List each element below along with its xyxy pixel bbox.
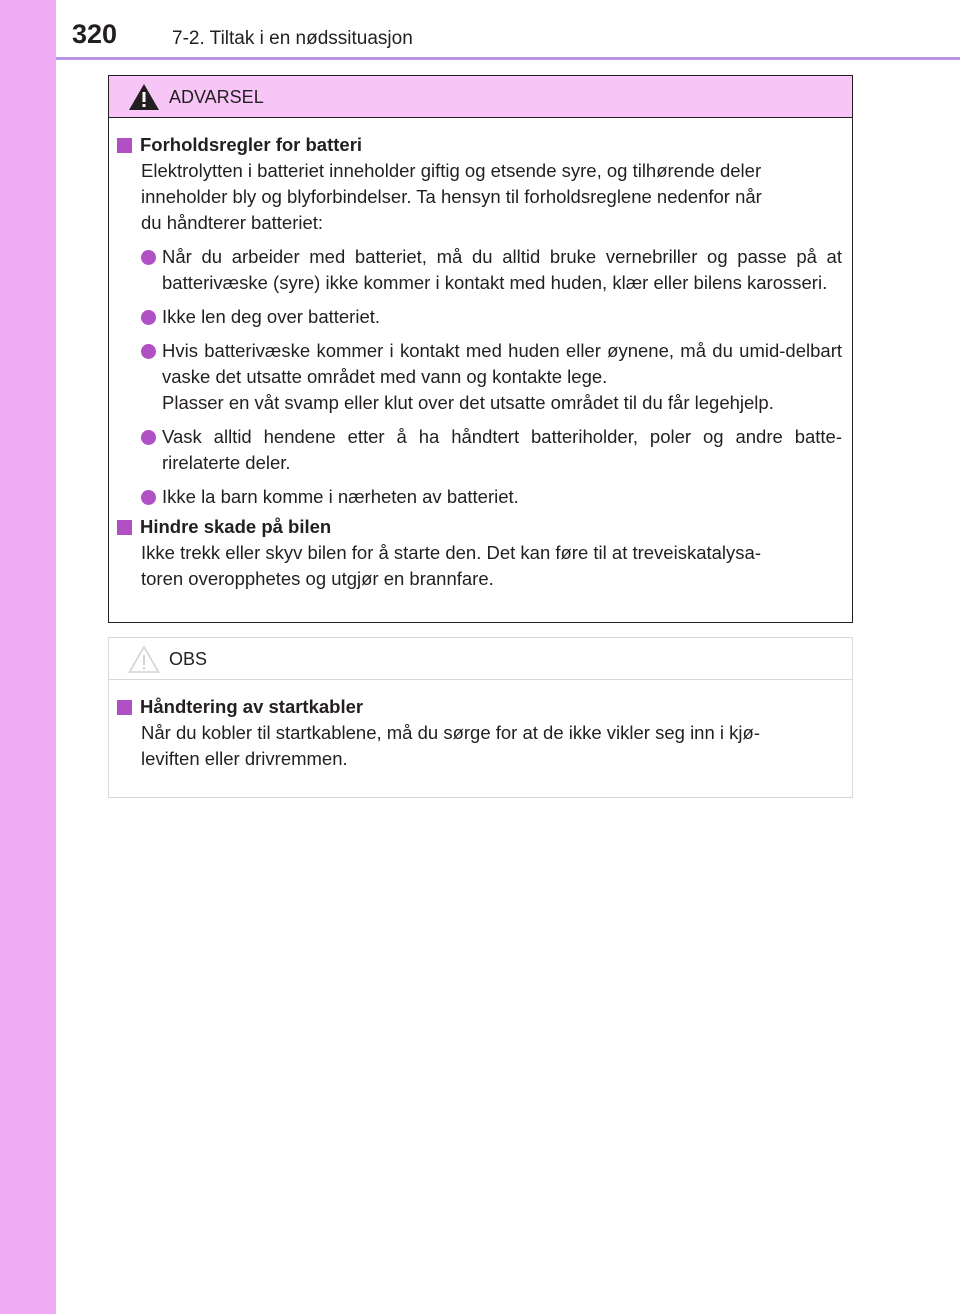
square-bullet-icon [117, 700, 132, 715]
round-bullet-icon [141, 310, 156, 325]
section-heading [117, 694, 842, 720]
section-heading [117, 132, 842, 158]
paragraph [141, 720, 836, 772]
paragraph [141, 158, 836, 236]
header-divider [56, 57, 960, 60]
list-item-text: Vask alltid hendene etter å ha håndtert batteriholder, poler og andre batte-rirelaterte deler. [162, 426, 842, 473]
round-bullet-icon [141, 250, 156, 265]
paragraph-line: Når du kobler til startkablene, må du sørge for at de ikke vikler seg inn i kjø- [141, 722, 760, 743]
list-item-text-part: Plasser en våt svamp eller klut over det utsatte området til du får legehjelp. [162, 392, 774, 413]
paragraph-line: du håndterer batteriet: [141, 212, 324, 233]
warning-box [108, 75, 853, 623]
list-item-text-part: Hvis batterivæske kommer i kontakt med huden eller øynene, må du umid-delbart vaske det utsatte området med vann og kontakte lege. [162, 340, 842, 387]
warning-box-body [109, 118, 852, 592]
notice-box [108, 637, 853, 798]
section-heading [117, 514, 842, 540]
square-bullet-icon [117, 138, 132, 153]
round-bullet-icon [141, 490, 156, 505]
list-item-text: Ikke len deg over batteriet. [162, 306, 381, 327]
page-side-tab [0, 0, 56, 1314]
notice-box-header [109, 638, 852, 680]
paragraph-line: Elektrolytten i batteriet inneholder giftig og etsende syre, og tilhørende deler [141, 160, 762, 181]
notice-box-label: OBS [169, 649, 208, 669]
section-heading-text: Hindre skade på bilen [140, 516, 332, 537]
section-heading-text: Håndtering av startkabler [140, 696, 364, 717]
warning-triangle-filled-icon [127, 82, 161, 112]
paragraph-line: leviften eller drivremmen. [141, 748, 348, 769]
round-bullet-icon [141, 430, 156, 445]
section-heading-text: Forholdsregler for batteri [140, 134, 363, 155]
paragraph [141, 540, 836, 592]
list-item-text: Når du arbeider med batteriet, må du alltid bruke vernebriller og passe på at batterivæske (syre) ikke kommer i kontakt med huden, klær eller bilens karosseri. [162, 246, 842, 293]
page-number: 320 [72, 19, 118, 49]
paragraph-line: inneholder bly og blyforbindelser. Ta hensyn til forholdsreglene nedenfor når [141, 186, 762, 207]
round-bullet-icon [141, 344, 156, 359]
square-bullet-icon [117, 520, 132, 535]
warning-box-label: ADVARSEL [169, 87, 264, 107]
warning-triangle-outline-icon [127, 644, 161, 674]
list-item [141, 304, 842, 330]
paragraph-line: Ikke trekk eller skyv bilen for å starte den. Det kan føre til at treveiskatalysa- [141, 542, 761, 563]
list-item [141, 484, 842, 510]
section-title: 7-2. Tiltak i en nødssituasjon [172, 28, 413, 49]
paragraph-line: toren overopphetes og utgjør en brannfare. [141, 568, 494, 589]
list-item-text [162, 338, 842, 416]
list-item [141, 338, 842, 416]
list-item [141, 424, 842, 476]
list-item-text: Ikke la barn komme i nærheten av batteriet. [162, 486, 519, 507]
warning-box-header [109, 76, 852, 118]
list-item [141, 244, 842, 296]
notice-box-body [109, 680, 852, 772]
